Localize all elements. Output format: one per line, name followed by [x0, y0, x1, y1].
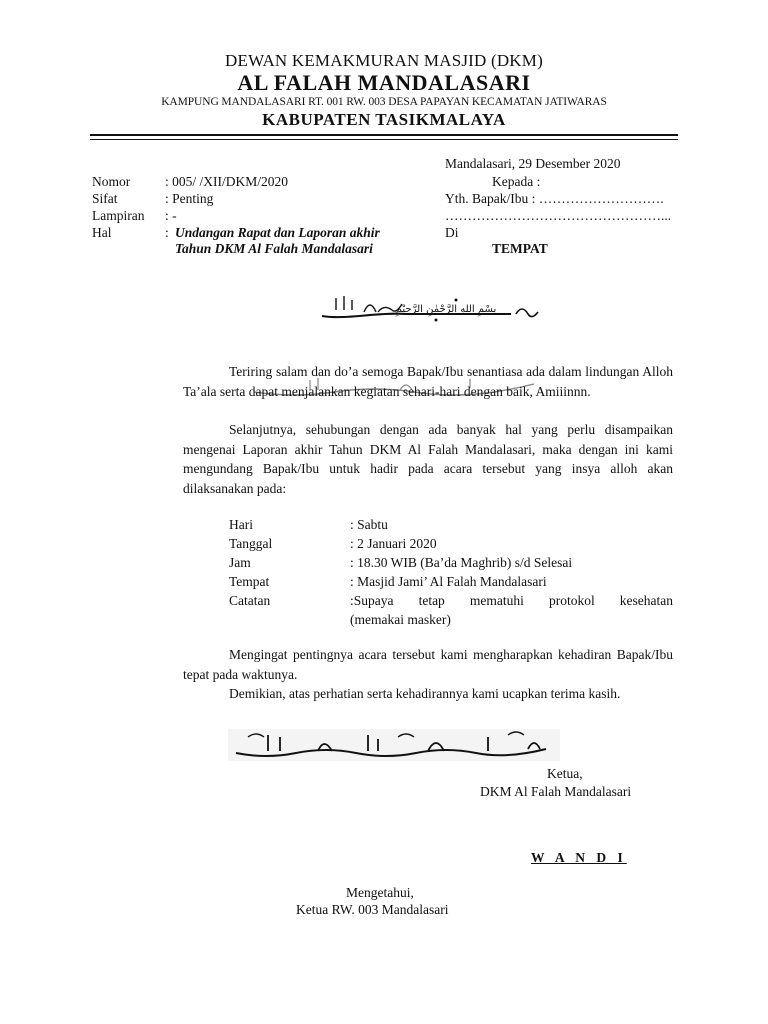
basmalah-calligraphy: [316, 290, 546, 324]
basmalah-text: بِسْمِ اللهِ الرَّحْمٰنِ الرَّحِيْمِ: [395, 304, 497, 315]
signature-name: W A N D I: [531, 850, 627, 865]
event-value-jam: : 18.30 WIB (Ba’da Maghrib) s/d Selesai: [350, 555, 573, 570]
meta-value-lampiran: : -: [165, 208, 177, 223]
paragraph-invitation: [183, 420, 673, 498]
event-value-catatan: :Supaya tetap mematuhi protokol kesehatan: [350, 593, 673, 608]
recipient-di: Di: [445, 225, 459, 240]
salam-closing-text: وَالسَّلَامُ عَلَيْكُمْ وَرَحْمَةُ اللهِ وَبَرَكَاتُهُ: [324, 741, 464, 752]
event-value-hari: : Sabtu: [350, 517, 388, 532]
paragraph-attendance-text: Mengingat pentingnya acara tersebut kami mengharapkan kehadiran Bapak/Ibu tepat pada waktunya.: [183, 647, 673, 682]
paragraph-closing-text: Demikian, atas perhatian serta kehadirannya kami ucapkan terima kasih.: [229, 686, 621, 701]
event-label-hari: Hari: [229, 517, 253, 532]
event-value-catatan-cont: (memakai masker): [350, 612, 451, 627]
meta-value-sifat: : Penting: [165, 191, 214, 206]
letterhead-name: AL FALAH MANDALASARI: [237, 70, 531, 95]
place-date: Mandalasari, 29 Desember 2020: [445, 156, 621, 171]
meta-hal-colon: :: [165, 225, 169, 240]
signature-title: Ketua,: [547, 766, 583, 781]
letterhead-org: DEWAN KEMAKMURAN MASJID (DKM): [225, 51, 543, 70]
letterhead-thick-rule: [90, 134, 678, 136]
paragraph-greeting-text: Teriring salam dan do’a semoga Bapak/Ibu senantiasa ada dalam lindungan Alloh Ta’ala serta dapat menjalankan kegiatan sehari-hari dengan baik, Amiiinnn.: [183, 364, 673, 399]
meta-label-nomor: Nomor: [92, 174, 131, 189]
recipient-yth: Yth. Bapak/Ibu : ……………………….: [445, 191, 664, 206]
meta-label-hal: Hal: [92, 225, 112, 240]
letterhead-address: KAMPUNG MANDALASARI RT. 001 RW. 003 DESA PAPAYAN KECAMATAN JATIWARAS: [161, 96, 607, 108]
recipient-dots: …………………………………………...: [445, 208, 672, 223]
acknowledgement-label: Mengetahui,: [346, 885, 414, 900]
paragraph-greeting: [183, 362, 673, 401]
event-label-tempat: Tempat: [229, 574, 270, 589]
event-label-catatan: Catatan: [229, 593, 271, 608]
meta-hal-line1: Undangan Rapat dan Laporan akhir: [175, 225, 380, 240]
paragraph-invitation-text: Selanjutnya, sehubungan dengan ada banyak hal yang perlu disampaikan mengenai Laporan akhir Tahun DKM Al Falah Mandalasari, maka dengan ini kami mengundang Bapak/Ibu untuk hadir pada acara tersebut yang insya alloh akan dilaksanakan pada:: [183, 422, 673, 496]
basmalah-calligraphy-graphic: [316, 290, 546, 324]
event-label-tanggal: Tanggal: [229, 536, 273, 551]
event-value-tanggal: : 2 Januari 2020: [350, 536, 437, 551]
acknowledgement-title: Ketua RW. 003 Mandalasari: [296, 902, 449, 917]
paragraph-attendance: [183, 645, 673, 684]
paragraph-closing: [183, 684, 673, 704]
event-value-tempat: : Masjid Jami’ Al Falah Mandalasari: [350, 574, 547, 589]
recipient-kepada: Kepada :: [492, 174, 541, 189]
event-label-jam: Jam: [229, 555, 251, 570]
meta-label-lampiran: Lampiran: [92, 208, 145, 223]
letterhead-regency: KABUPATEN TASIKMALAYA: [262, 110, 506, 129]
salam-closing-graphic: [228, 727, 560, 763]
recipient-tempat: TEMPAT: [492, 241, 548, 256]
signature-org: DKM Al Falah Mandalasari: [480, 784, 632, 799]
meta-hal-line2: Tahun DKM Al Falah Mandalasari: [175, 241, 373, 256]
salam-closing-calligraphy: [228, 727, 560, 763]
meta-value-nomor: : 005/ /XII/DKM/2020: [165, 174, 288, 189]
letterhead-thin-rule: [90, 139, 678, 140]
meta-label-sifat: Sifat: [92, 191, 118, 206]
